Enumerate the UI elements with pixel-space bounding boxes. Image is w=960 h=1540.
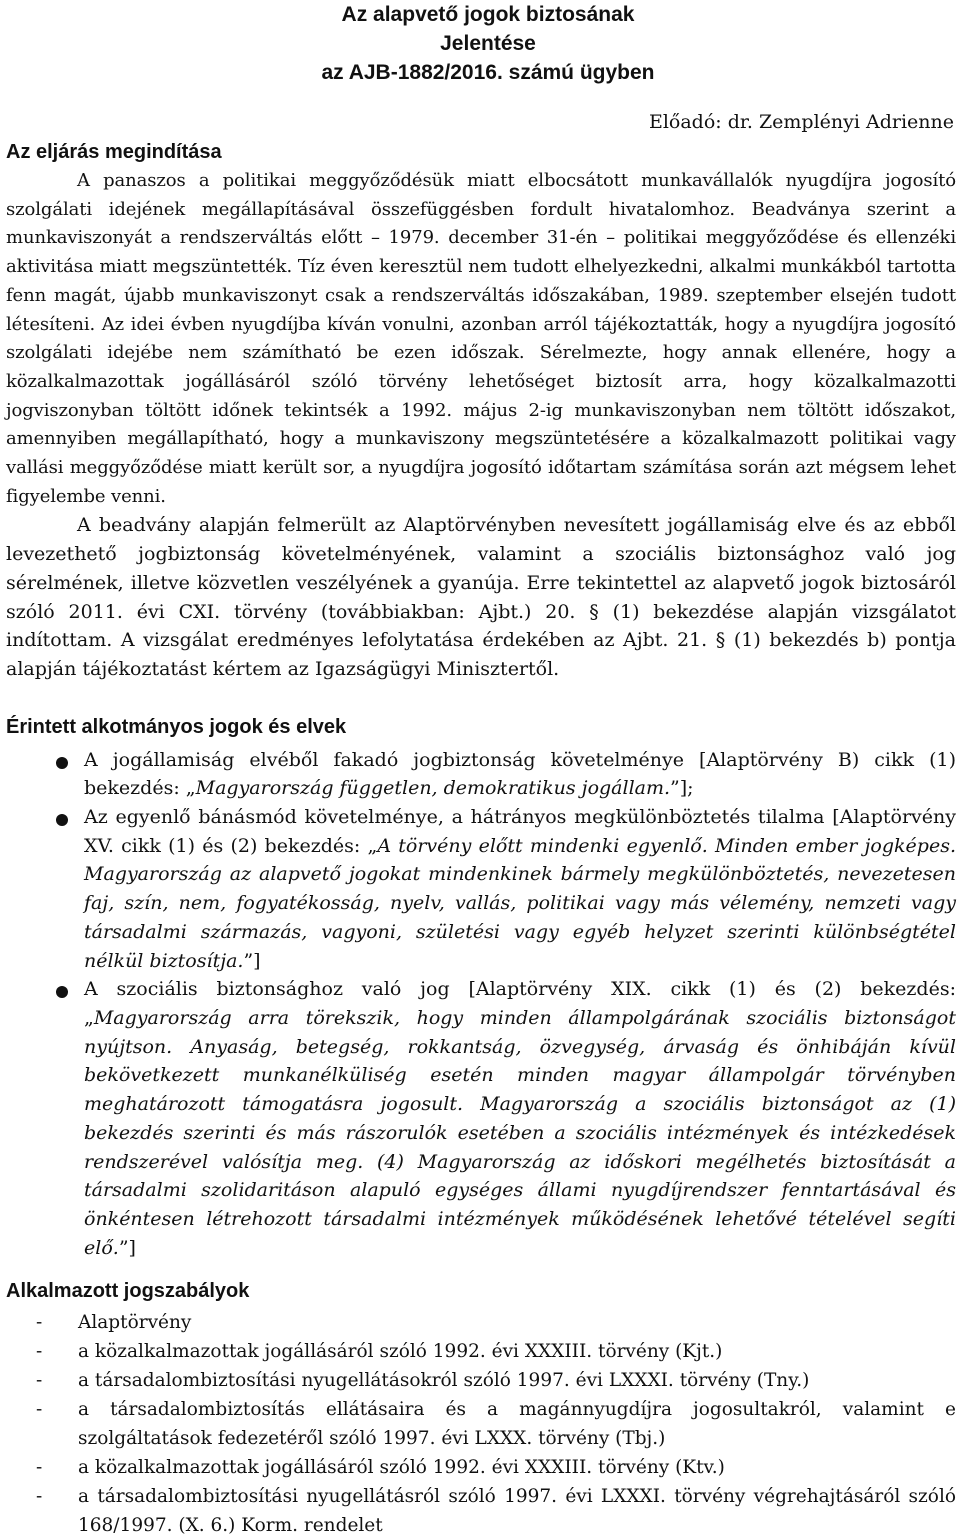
legislation-item-text: a társadalombiztosítási nyugellátásról szóló 1997. évi LXXXI. törvény végrehajtásáról szóló 168/1997. (X. 6.) Korm. rendelet xyxy=(78,1486,956,1537)
section-title-legislation: Alkalmazott jogszabályok xyxy=(6,1280,250,1303)
rights-item-text: A szociális biztonsághoz való jog [Alaptörvény XIX. cikk (1) és (2) bekezdés: „ xyxy=(84,978,956,1029)
legislation-item xyxy=(6,1337,956,1366)
section-title-rights: Érintett alkotmányos jogok és elvek xyxy=(6,715,347,738)
rights-list xyxy=(6,746,956,1263)
legislation-list xyxy=(6,1308,956,1540)
rights-item-quote: Magyarország független, demokratikus jogállam. xyxy=(195,777,671,800)
rights-item-text: A jogállamiság elvéből fakadó jogbiztonság követelménye [Alaptörvény B) cikk (1) bekezdés: „ xyxy=(84,748,956,800)
bullet-icon xyxy=(56,814,68,826)
section-title-procedure: Az eljárás megindítása xyxy=(6,141,222,163)
dash-marker: - xyxy=(36,1370,43,1392)
rights-item-quote: A törvény előtt mindenki egyenlő. Minden ember jogképes. Magyarország az alapvető jogokat mindenkinek bármely megkülönböztetés, nevezetesen faj, szín, nem, fogyatékosság, nyelv, vallás, politikai vagy más vélemény, nemzeti vagy társadalmi származás, vagyoni, születési vagy egyéb helyzet szerinti különbségtétel nélkül biztosítja. xyxy=(84,834,956,972)
dash-marker: - xyxy=(36,1399,43,1421)
rights-item-tail: ”]; xyxy=(670,777,694,800)
document-page xyxy=(6,0,956,1540)
legislation-item xyxy=(6,1453,956,1482)
paragraph-investigation: A beadvány alapján felmerült az Alaptörvényben nevesített jogállamiság elve és az ebből levezethető jogbiztonság követelményének, valamint a szociális biztonsághoz való jog sérelmének, illetve közvetlen veszélyének a gyanúja. Erre tekintettel az alapvető jogok biztosáról szóló 2011. évi CXI. törvény (továbbiakban: Ajbt.) 20. § (1) bekezdése alapján vizsgálatot indítottam. A vizsgálat eredményes lefolytatása érdekében az Ajbt. 21. § (1) bekezdés b) pontja alapján tájékoztatást kértem az Igazságügyi Minisztertől. xyxy=(6,514,956,680)
rights-item-rule-of-law xyxy=(6,746,956,803)
bullet-icon xyxy=(56,757,68,769)
legislation-item-text: Alaptörvény xyxy=(78,1312,192,1334)
dash-marker: - xyxy=(36,1341,43,1363)
legislation-item-text: a közalkalmazottak jogállásáról szóló 1992. évi XXXIII. törvény (Kjt.) xyxy=(78,1341,723,1363)
dash-marker: - xyxy=(36,1457,43,1479)
rights-item-tail: ”] xyxy=(243,949,261,972)
legislation-item xyxy=(6,1308,956,1337)
header-line-1: Az alapvető jogok biztosának xyxy=(341,3,635,26)
header-line-2: Jelentése xyxy=(440,32,536,55)
dash-marker: - xyxy=(36,1486,43,1508)
rights-item-text: Az egyenlő bánásmód követelménye, a hátrányos megkülönböztetés tilalma [Alaptörvény XV. cikk (1) és (2) bekezdés: „ xyxy=(84,806,956,857)
legislation-item xyxy=(6,1395,956,1453)
paragraph-complaint: A panaszos a politikai meggyőződésük miatt elbocsátott munkavállalók nyugdíjra jogosító szolgálati idejének megállapításával összefüggésben fordult hivatalomhoz. Beadványa szerint a munkaviszonyát a rendszerváltás előtt – 1979. december 31-én – politikai meggyőződése és ellenzéki aktivitása miatt megszüntették. Tíz éven keresztül nem tudott elhelyezkedni, alkalmi munkákból tartotta fenn magát, újabb munkaviszonyt csak a rendszerváltás időszakában, 1989. szeptember elsején tudott létesíteni. Az idei évben nyugdíjba kíván vonulni, azonban arról tájékoztatták, hogy a nyugdíjra jogosító szolgálati idejébe nem számítható be ezen időszak. Sérelmezte, hogy annak ellenére, hogy a közalkalmazottak jogállásáról szóló törvény lehetőséget biztosít arra, hogy közalkalmazotti jogviszonyban töltött időnek tekintsék a 1992. május 2-ig munkaviszonyban nem töltött időszakot, amennyiben megállapítható, hogy a munkaviszony megszüntetésére a közalkalmazott politikai vagy vallási meggyőződése miatt került sor, a nyugdíjra jogosító időtartam számítása során azt mégsem lehet figyelembe venni. xyxy=(6,170,956,507)
rights-item-tail: ”] xyxy=(118,1236,136,1259)
dash-marker: - xyxy=(36,1312,43,1334)
header-line-3: az AJB-1882/2016. számú ügyben xyxy=(321,61,655,84)
rapporteur: Előadó: dr. Zemplényi Adrienne xyxy=(648,111,954,133)
document-header xyxy=(6,0,956,87)
bullet-icon xyxy=(56,986,68,998)
legislation-item-text: a társadalombiztosítás ellátásaira és a magánnyugdíjra jogosultakról, valamint e szolgáltatások fedezetéről szóló 1997. évi LXXX. törvény (Tbj.) xyxy=(78,1399,956,1450)
legislation-item xyxy=(6,1366,956,1395)
legislation-item xyxy=(6,1482,956,1540)
legislation-item-text: a közalkalmazottak jogállásáról szóló 1992. évi XXXIII. törvény (Ktv.) xyxy=(78,1457,725,1479)
rights-item-equal-treatment xyxy=(6,803,956,975)
rights-item-social-security xyxy=(6,975,956,1262)
rights-item-quote: Magyarország arra törekszik, hogy minden állampolgárának szociális biztonságot nyújtson. Anyaság, betegség, rokkantság, özvegység, árvaság és önhibáján kívül bekövetkezett munkanélküliség esetén minden magyar állampolgár törvényben meghatározott támogatásra jogosult. Magyarország a szociális biztonságot az (1) bekezdés szerinti és más rászorulók esetében a szociális intézmények és intézkedések rendszerével valósítja meg. (4) Magyarország az időskori megélhetés biztosítását a társadalmi szolidaritáson alapuló egységes állami nyugdíjrendszer fenntartásával és önkéntesen létrehozott társadalmi intézmények működésének lehetővé tételével segíti elő. xyxy=(84,1006,956,1259)
legislation-item-text: a társadalombiztosítási nyugellátásokról szóló 1997. évi LXXXI. törvény (Tny.) xyxy=(78,1370,810,1392)
